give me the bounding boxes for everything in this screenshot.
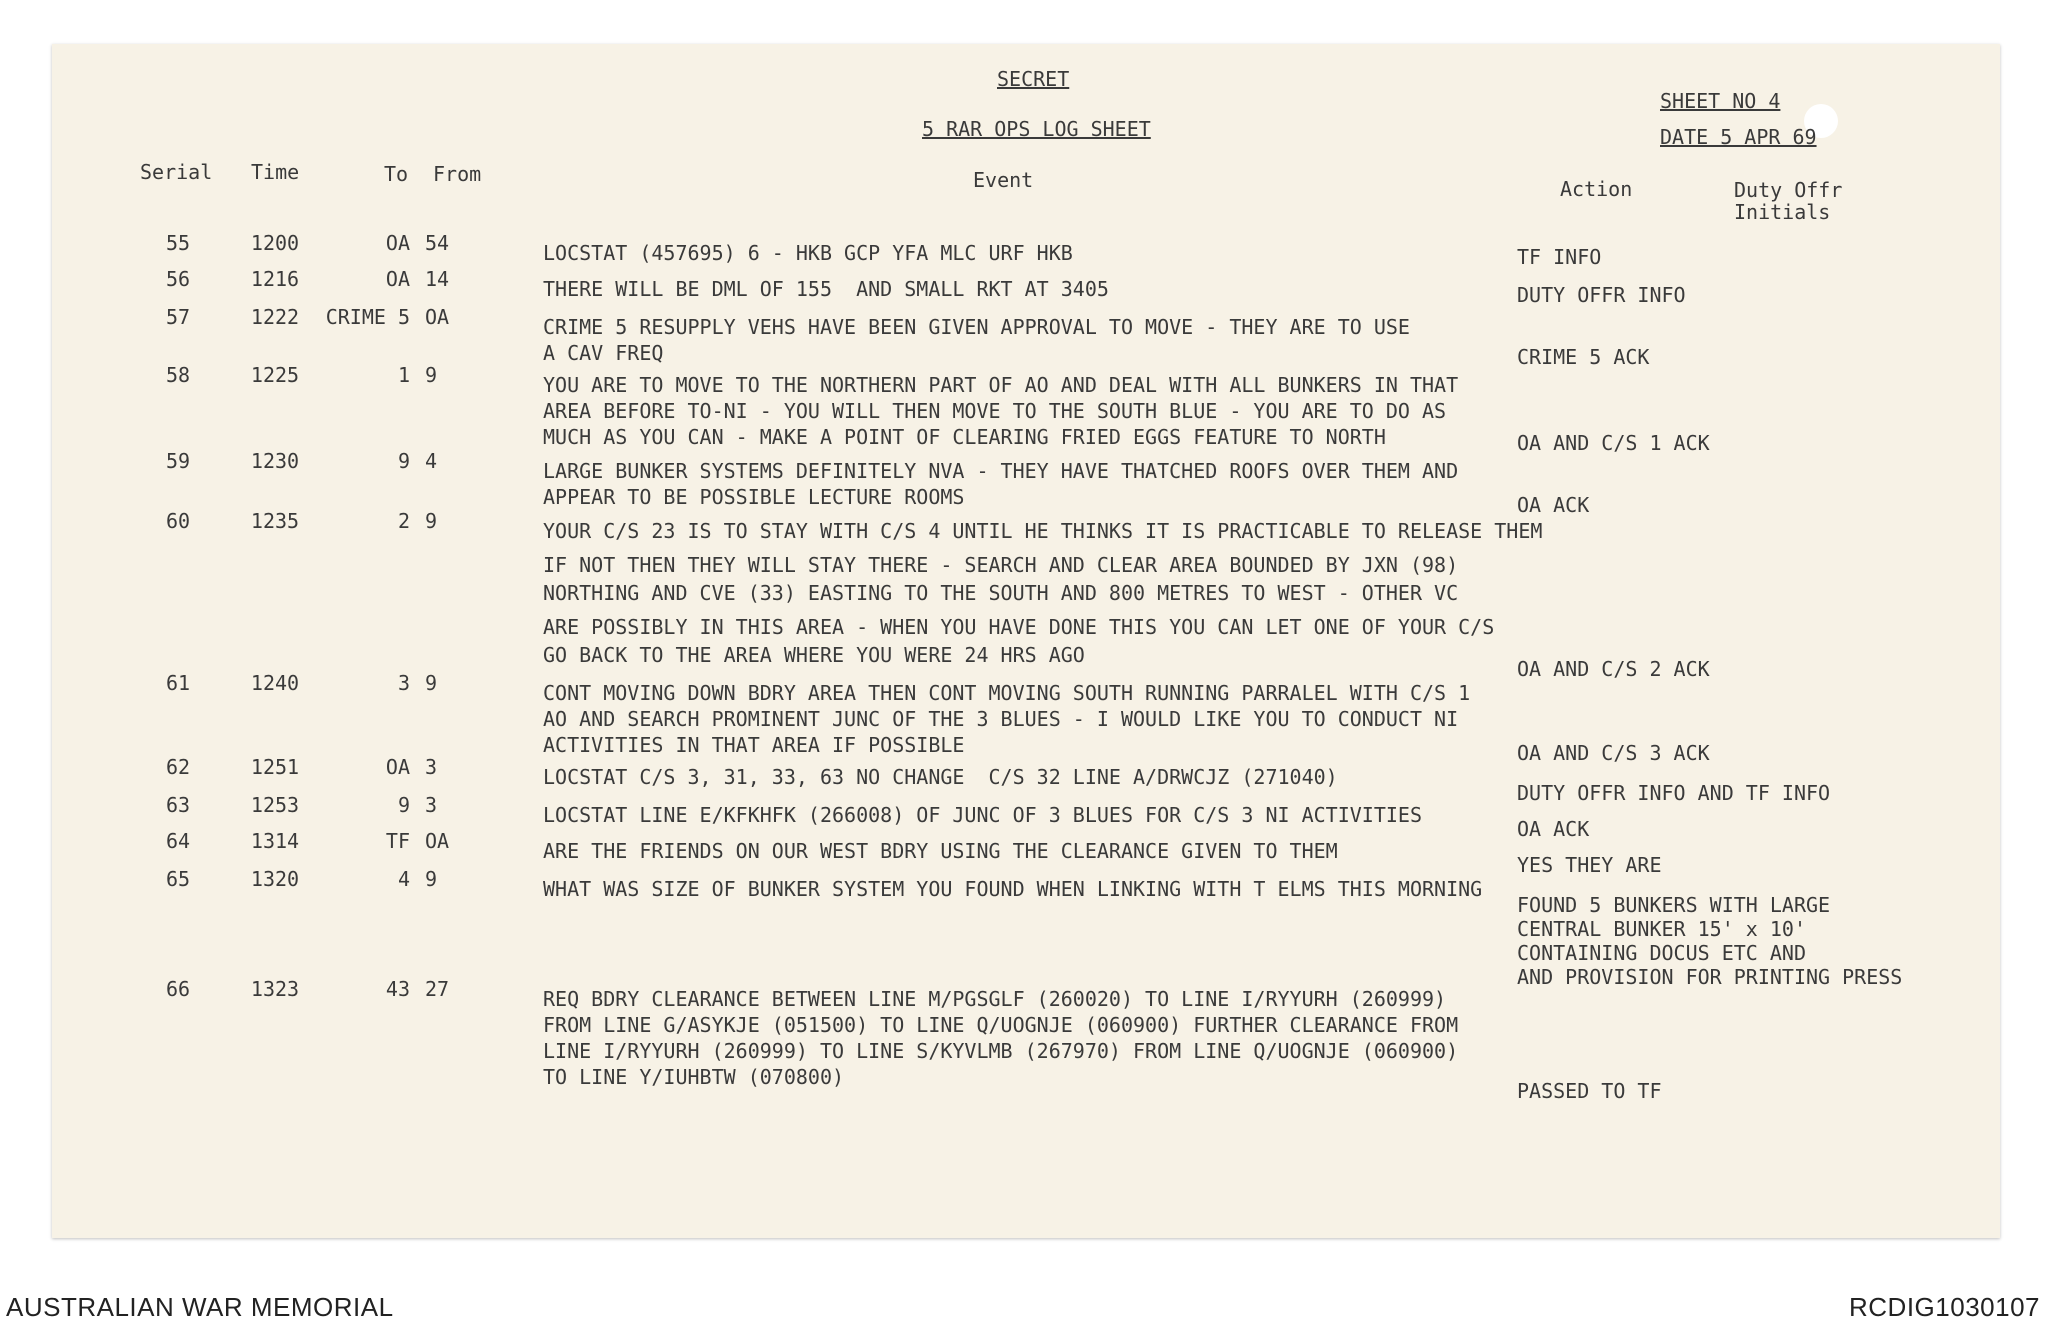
entry-event-line: LINE I/RYYURH (260999) TO LINE S/KYVLMB (267970) FROM LINE Q/UOGNJE (060900) bbox=[543, 1039, 1459, 1063]
entry-from: 9 bbox=[425, 509, 438, 533]
entry-time: 1314 bbox=[250, 829, 300, 853]
entry-event-line: YOUR C/S 23 IS TO STAY WITH C/S 4 UNTIL HE THINKS IT IS PRACTICABLE TO RELEASE THEM bbox=[543, 519, 1543, 543]
entry-event-line: TO LINE Y/IUHBTW (070800) bbox=[543, 1065, 845, 1089]
entry-action-line: OA ACK bbox=[1517, 493, 1590, 517]
entry-event-line: AO AND SEARCH PROMINENT JUNC OF THE 3 BLUES - I WOULD LIKE YOU TO CONDUCT NI bbox=[543, 707, 1459, 731]
entry-from: 9 bbox=[425, 363, 438, 387]
entry-time: 1230 bbox=[250, 449, 300, 473]
log-entry-row bbox=[0, 304, 2048, 369]
entry-from: 54 bbox=[425, 231, 450, 255]
entry-event-line: ARE THE FRIENDS ON OUR WEST BDRY USING THE CLEARANCE GIVEN TO THEM bbox=[543, 839, 1338, 863]
entry-action-line: DUTY OFFR INFO AND TF INFO bbox=[1517, 781, 1831, 805]
log-entry-row bbox=[0, 230, 2048, 269]
entry-event-line: LOCSTAT C/S 3, 31, 33, 63 NO CHANGE C/S 32 LINE A/DRWCJZ (271040) bbox=[543, 765, 1338, 789]
entry-event-line: LOCSTAT (457695) 6 - HKB GCP YFA MLC URF HKB bbox=[543, 241, 1073, 265]
entry-event-line: FROM LINE G/ASYKJE (051500) TO LINE Q/UOGNJE (060900) FURTHER CLEARANCE FROM bbox=[543, 1013, 1459, 1037]
entry-time: 1240 bbox=[250, 671, 300, 695]
entry-to: OA bbox=[385, 267, 410, 291]
entry-serial: 63 bbox=[165, 793, 191, 817]
entry-serial: 56 bbox=[165, 267, 191, 291]
entry-event-line: THERE WILL BE DML OF 155 AND SMALL RKT AT 3405 bbox=[543, 277, 1109, 301]
column-header-initials: Initials bbox=[1734, 200, 1831, 224]
entry-time: 1200 bbox=[250, 231, 300, 255]
entry-to: OA bbox=[385, 755, 410, 779]
entry-serial: 55 bbox=[165, 231, 191, 255]
entry-from: 3 bbox=[425, 793, 438, 817]
log-entry-row bbox=[0, 448, 2048, 517]
log-entry-row bbox=[0, 362, 2048, 455]
entry-to: 2 bbox=[397, 509, 410, 533]
entry-event-line: AREA BEFORE TO-NI - YOU WILL THEN MOVE TO THE SOUTH BLUE - YOU ARE TO DO AS bbox=[543, 399, 1447, 423]
entry-from: OA bbox=[425, 829, 450, 853]
column-header-action: Action bbox=[1560, 177, 1633, 201]
entry-from: 27 bbox=[425, 977, 450, 1001]
entry-event-line: GO BACK TO THE AREA WHERE YOU WERE 24 HRS AGO bbox=[543, 643, 1085, 667]
log-entry-row bbox=[0, 266, 2048, 307]
entry-event-line: APPEAR TO BE POSSIBLE LECTURE ROOMS bbox=[543, 485, 965, 509]
entry-time: 1225 bbox=[250, 363, 300, 387]
entry-time: 1222 bbox=[250, 305, 300, 329]
entry-from: 9 bbox=[425, 867, 438, 891]
entry-event-line: LOCSTAT LINE E/KFKHFK (266008) OF JUNC OF 3 BLUES FOR C/S 3 NI ACTIVITIES bbox=[543, 803, 1422, 827]
entry-event-line: A CAV FREQ bbox=[543, 341, 664, 365]
entry-to: 3 bbox=[397, 671, 410, 695]
entry-serial: 66 bbox=[165, 977, 191, 1001]
entry-action-line: TF INFO bbox=[1517, 245, 1602, 269]
entry-time: 1235 bbox=[250, 509, 300, 533]
entry-action-line: OA AND C/S 3 ACK bbox=[1517, 741, 1710, 765]
classification-marking: SECRET bbox=[997, 67, 1070, 91]
entry-to: 4 bbox=[397, 867, 410, 891]
entry-serial: 60 bbox=[165, 509, 191, 533]
entry-serial: 64 bbox=[165, 829, 191, 853]
entry-action-line: PASSED TO TF bbox=[1517, 1079, 1662, 1103]
entry-to: 43 bbox=[385, 977, 410, 1001]
entry-event-line: ACTIVITIES IN THAT AREA IF POSSIBLE bbox=[543, 733, 965, 757]
entry-from: 4 bbox=[425, 449, 438, 473]
entry-from: 3 bbox=[425, 755, 438, 779]
sheet-date: DATE 5 APR 69 bbox=[1660, 125, 1817, 149]
entry-from: 14 bbox=[425, 267, 450, 291]
archive-attribution: AUSTRALIAN WAR MEMORIAL bbox=[6, 1292, 394, 1322]
entry-event-line: NORTHING AND CVE (33) EASTING TO THE SOUTH AND 800 METRES TO WEST - OTHER VC bbox=[543, 581, 1459, 605]
column-header-duty-offr: Duty Offr bbox=[1734, 178, 1843, 202]
entry-serial: 59 bbox=[165, 449, 191, 473]
archive-reference-id: RCDIG1030107 bbox=[1849, 1292, 2040, 1322]
column-header-to: To bbox=[384, 162, 409, 186]
log-entry-row bbox=[0, 508, 2048, 681]
entry-time: 1320 bbox=[250, 867, 300, 891]
entry-action-line: OA AND C/S 2 ACK bbox=[1517, 657, 1710, 681]
entry-event-line: MUCH AS YOU CAN - MAKE A POINT OF CLEARING FRIED EGGS FEATURE TO NORTH bbox=[543, 425, 1386, 449]
entry-action-line: DUTY OFFR INFO bbox=[1517, 283, 1686, 307]
entry-event-line: ARE POSSIBLY IN THIS AREA - WHEN YOU HAVE DONE THIS YOU CAN LET ONE OF YOUR C/S bbox=[543, 615, 1495, 639]
entry-event-line: REQ BDRY CLEARANCE BETWEEN LINE M/PGSGLF (260020) TO LINE I/RYYURH (260999) bbox=[543, 987, 1447, 1011]
entry-event-line: CONT MOVING DOWN BDRY AREA THEN CONT MOVING SOUTH RUNNING PARRALEL WITH C/S 1 bbox=[543, 681, 1471, 705]
entry-action-line: YES THEY ARE bbox=[1517, 853, 1662, 877]
column-header-time: Time bbox=[251, 160, 300, 184]
entry-to: OA bbox=[385, 231, 410, 255]
entry-to: CRIME 5 bbox=[325, 305, 410, 329]
entry-event-line: LARGE BUNKER SYSTEMS DEFINITELY NVA - THEY HAVE THATCHED ROOFS OVER THEM AND bbox=[543, 459, 1459, 483]
entry-to: 9 bbox=[397, 449, 410, 473]
column-header-serial: Serial bbox=[140, 160, 213, 184]
document-title: 5 RAR OPS LOG SHEET bbox=[922, 117, 1151, 141]
entry-event-line: WHAT WAS SIZE OF BUNKER SYSTEM YOU FOUND WHEN LINKING WITH T ELMS THIS MORNING bbox=[543, 877, 1483, 901]
entry-to: 1 bbox=[397, 363, 410, 387]
entry-serial: 61 bbox=[165, 671, 191, 695]
entry-time: 1323 bbox=[250, 977, 300, 1001]
entry-time: 1253 bbox=[250, 793, 300, 817]
entry-action-line: OA ACK bbox=[1517, 817, 1590, 841]
entry-serial: 58 bbox=[165, 363, 191, 387]
entry-action-line: CRIME 5 ACK bbox=[1517, 345, 1650, 369]
entry-serial: 65 bbox=[165, 867, 191, 891]
entry-serial: 62 bbox=[165, 755, 191, 779]
entry-event-line: CRIME 5 RESUPPLY VEHS HAVE BEEN GIVEN APPROVAL TO MOVE - THEY ARE TO USE bbox=[543, 315, 1410, 339]
entry-time: 1251 bbox=[250, 755, 300, 779]
entry-from: OA bbox=[425, 305, 450, 329]
entry-action-line: FOUND 5 BUNKERS WITH LARGE bbox=[1517, 893, 1831, 917]
entry-action-line: AND PROVISION FOR PRINTING PRESS bbox=[1517, 965, 1903, 989]
entry-from: 9 bbox=[425, 671, 438, 695]
column-header-from: From bbox=[433, 162, 482, 186]
entry-event-line: IF NOT THEN THEY WILL STAY THERE - SEARCH AND CLEAR AREA BOUNDED BY JXN (98) bbox=[543, 553, 1459, 577]
sheet-number: SHEET NO 4 bbox=[1660, 89, 1781, 113]
column-header-event: Event bbox=[973, 168, 1034, 192]
entry-to: 9 bbox=[397, 793, 410, 817]
entry-action-line: OA AND C/S 1 ACK bbox=[1517, 431, 1710, 455]
entry-time: 1216 bbox=[250, 267, 300, 291]
entry-action-line: CENTRAL BUNKER 15' x 10' bbox=[1517, 917, 1806, 941]
entry-action-line: CONTAINING DOCUS ETC AND bbox=[1517, 941, 1806, 965]
entry-event-line: YOU ARE TO MOVE TO THE NORTHERN PART OF AO AND DEAL WITH ALL BUNKERS IN THAT bbox=[543, 373, 1459, 397]
entry-to: TF bbox=[385, 829, 410, 853]
log-entry-row bbox=[0, 670, 2048, 765]
entry-serial: 57 bbox=[165, 305, 191, 329]
